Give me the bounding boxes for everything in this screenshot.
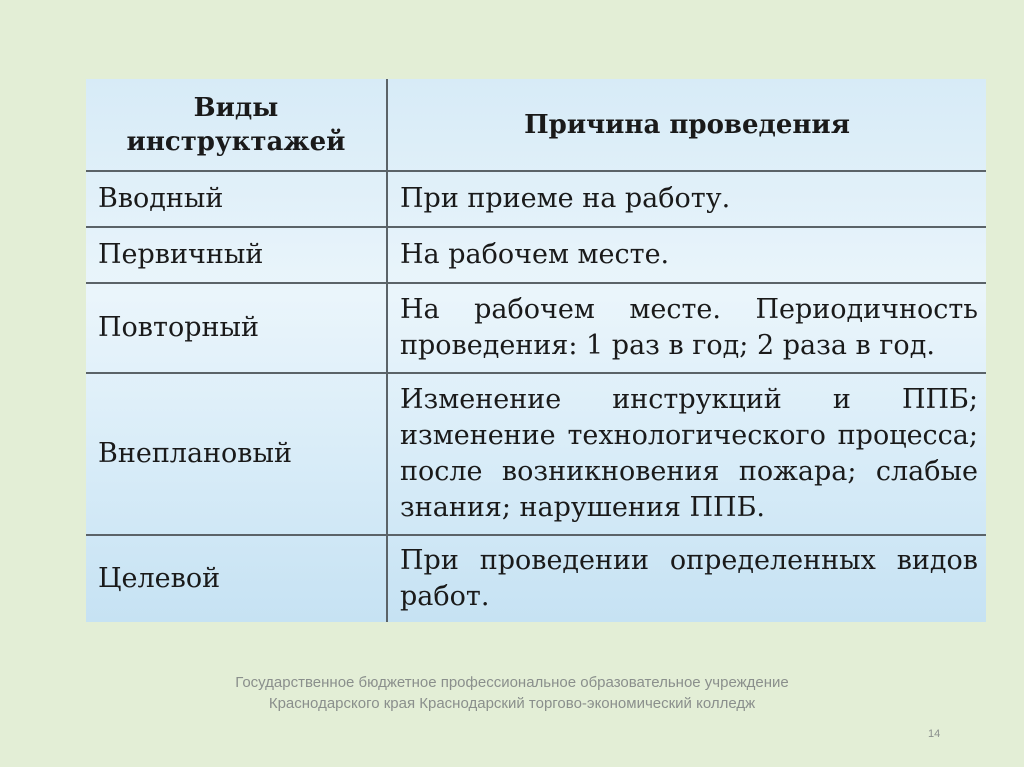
- instruction-types-table: [86, 79, 986, 622]
- row-reason: При приеме на работу.: [387, 171, 986, 227]
- table-header-row: [86, 79, 986, 171]
- footer: [0, 672, 1024, 714]
- row-type: Целевой: [86, 535, 387, 622]
- row-type: Внеплановый: [86, 373, 387, 535]
- header-reason: Причина проведения: [387, 79, 986, 171]
- table: [86, 79, 986, 622]
- row-reason: При проведении определенных видов работ.: [400, 545, 978, 612]
- footer-line-1: Государственное бюджетное профессиональное образовательное учреждение: [235, 674, 789, 691]
- table-row: [86, 283, 986, 373]
- row-reason: Изменение инструкций и ППБ; изменение технологического процесса; после возникновения пожара; слабые знания; нарушения ППБ.: [387, 373, 986, 535]
- table-row: [86, 227, 986, 283]
- table-row: [86, 171, 986, 227]
- row-reason: На рабочем месте. Периодичность проведения: 1 раз в год; 2 раза в год.: [387, 283, 986, 373]
- table-row: [86, 373, 986, 535]
- row-type: Вводный: [86, 171, 387, 227]
- row-type: Повторный: [86, 283, 387, 373]
- row-type: Первичный: [86, 227, 387, 283]
- row-reason: На рабочем месте.: [387, 227, 986, 283]
- table-row: [86, 535, 986, 622]
- header-types: Виды инструктажей: [86, 79, 387, 171]
- footer-line-2: Краснодарского края Краснодарский торгово-экономический колледж: [268, 695, 756, 712]
- page-number: 14: [928, 728, 941, 740]
